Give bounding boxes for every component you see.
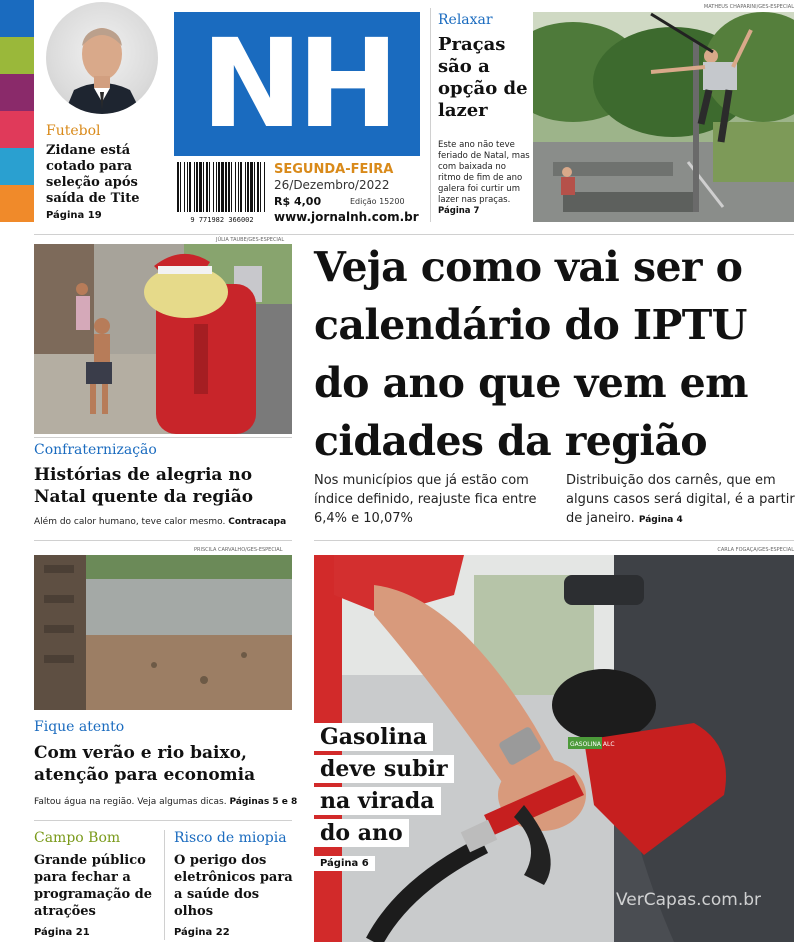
relaxar-body: [438, 140, 530, 217]
masthead-edition: Edição 15200: [350, 197, 405, 206]
strip-block-blue: [0, 0, 34, 37]
barcode-bar: [264, 162, 265, 212]
strip-block-orange: [0, 185, 34, 222]
zidane-headline[interactable]: Zidane está cotado para seleção após saída de Tite: [46, 143, 140, 206]
christmas-kicker: Confraternização: [34, 442, 157, 458]
logo-text: NH: [200, 13, 394, 155]
top-band-rule: [34, 234, 794, 235]
barcode-bar: [213, 162, 214, 212]
barcode-bar: [221, 162, 224, 212]
barcode-bar: [254, 162, 255, 212]
relaxar-divider: [430, 8, 431, 222]
barcode-bar: [245, 162, 246, 212]
santa-photo: [34, 244, 292, 434]
barcode-bar: [209, 162, 210, 212]
fuel-headline-line-4: do ano: [314, 819, 409, 847]
barcode-bar: [180, 162, 181, 212]
main-rule: [314, 540, 794, 541]
main-col2: [566, 471, 796, 530]
masthead-price: R$ 4,00: [274, 195, 322, 208]
christmas-rule: [34, 437, 292, 438]
watermark: VerCapas.com.br: [616, 890, 762, 910]
zidane-page: Página 19: [46, 210, 102, 221]
main-col1: Nos municípios que já estão com índice definido, reajuste fica entre 6,4% e 10,07%: [314, 473, 537, 526]
relaxar-teaser[interactable]: [430, 8, 530, 224]
barcode-bar: [240, 162, 242, 212]
strip-block-purple: [0, 74, 34, 111]
fuel-photo-credit: CARLA FOGAÇA/GES-ESPECIAL: [717, 547, 794, 553]
skate-photo-credit: MATHEUS CHAPARINI/GES-ESPECIAL: [703, 4, 794, 10]
barcode-bar: [231, 162, 232, 212]
barcode-bar: [216, 162, 217, 212]
barcode-number: 9 771982 366002: [190, 216, 254, 224]
fuel-headline[interactable]: [314, 723, 474, 871]
barcode-bar: [177, 162, 179, 212]
barcode-bar: [194, 162, 195, 212]
left-col-rule-1: [34, 540, 292, 541]
bottom-left-divider: [164, 830, 165, 940]
miopia-headline[interactable]: O perigo dos eletrônicos para a saúde dos olhos: [174, 853, 293, 919]
miopia-kicker: Risco de miopia: [174, 830, 287, 846]
barcode-bar: [225, 162, 227, 212]
barcode-bar: [206, 162, 208, 212]
campo-bom-page: Página 21: [34, 927, 90, 938]
zidane-teaser[interactable]: [44, 2, 166, 224]
main-headline[interactable]: Veja como vai ser o calendário do IPTU do ano que vem em cidades da região: [314, 243, 748, 465]
river-photo: [34, 555, 292, 710]
river-page: Páginas 5 e 8: [229, 797, 298, 807]
river-body-text: Faltou água na região. Veja algumas dicas.: [34, 797, 227, 807]
zidane-portrait: [46, 2, 158, 114]
fuel-headline-line-1: Gasolina: [314, 723, 433, 751]
barcode-bar: [257, 162, 259, 212]
relaxar-headline[interactable]: Praças são a opção de lazer: [438, 34, 528, 121]
barcode-bar: [189, 162, 191, 212]
relaxar-body-text: Este ano não teve feriado de Natal, mas com baixada no ritmo de fim de ano galera foi curtir um lazer nas praças.: [438, 140, 530, 205]
masthead-website[interactable]: www.jornalnh.com.br: [274, 210, 419, 224]
masthead-logo[interactable]: [174, 12, 420, 156]
campo-bom-teaser[interactable]: [34, 828, 160, 942]
main-page: Página 4: [638, 515, 683, 525]
zidane-kicker: Futebol: [46, 123, 101, 139]
barcode-bar: [187, 162, 188, 212]
christmas-body: [34, 517, 294, 527]
barcode-bar: [199, 162, 202, 212]
main-col2-text: Distribuição dos carnês, que em alguns casos será digital, é a partir de janeiro.: [566, 473, 795, 526]
fuel-headline-line-2: deve subir: [314, 755, 454, 783]
masthead-date: 26/Dezembro/2022: [274, 178, 390, 192]
barcode-bar: [250, 162, 253, 212]
barcode-bar: [260, 162, 261, 212]
barcode-bar: [235, 162, 236, 212]
relaxar-page: Página 7: [438, 206, 480, 216]
campo-bom-headline[interactable]: Grande público para fechar a programação de atrações: [34, 853, 153, 919]
barcode-bar: [238, 162, 239, 212]
santa-photo-credit: JÚLIA TAUBE/GES-ESPECIAL: [216, 237, 285, 243]
barcode-bar: [203, 162, 204, 212]
barcode-bar: [196, 162, 198, 212]
strip-block-cyan: [0, 148, 34, 185]
river-headline[interactable]: Com verão e rio baixo, atenção para economia: [34, 743, 256, 785]
color-strip: [0, 0, 34, 222]
miopia-page: Página 22: [174, 927, 230, 938]
strip-block-pink: [0, 111, 34, 148]
christmas-headline[interactable]: Histórias de alegria no Natal quente da região: [34, 465, 254, 507]
masthead-weekday: SEGUNDA-FEIRA: [274, 162, 394, 177]
relaxar-kicker: Relaxar: [438, 12, 493, 28]
left-col-rule-2: [34, 820, 292, 821]
fuel-headline-line-3: na virada: [314, 787, 441, 815]
river-photo-credit: PRISCILA CARVALHO/GES-ESPECIAL: [194, 547, 283, 553]
strip-block-green: [0, 37, 34, 74]
fuel-page: Página 6: [314, 856, 375, 871]
river-body: [34, 797, 296, 807]
river-kicker: Fique atento: [34, 719, 125, 735]
barcode: [176, 162, 268, 224]
christmas-body-text: Além do calor humano, teve calor mesmo.: [34, 517, 226, 527]
barcode-bar: [184, 162, 185, 212]
miopia-teaser[interactable]: [174, 828, 296, 942]
barcode-bar: [218, 162, 220, 212]
barcode-bar: [247, 162, 249, 212]
pump-label: GASOLINA ALC: [570, 741, 615, 748]
barcode-bar: [228, 162, 230, 212]
christmas-page: Contracapa: [228, 517, 287, 527]
skate-photo: [533, 12, 794, 222]
campo-bom-kicker: Campo Bom: [34, 830, 121, 846]
